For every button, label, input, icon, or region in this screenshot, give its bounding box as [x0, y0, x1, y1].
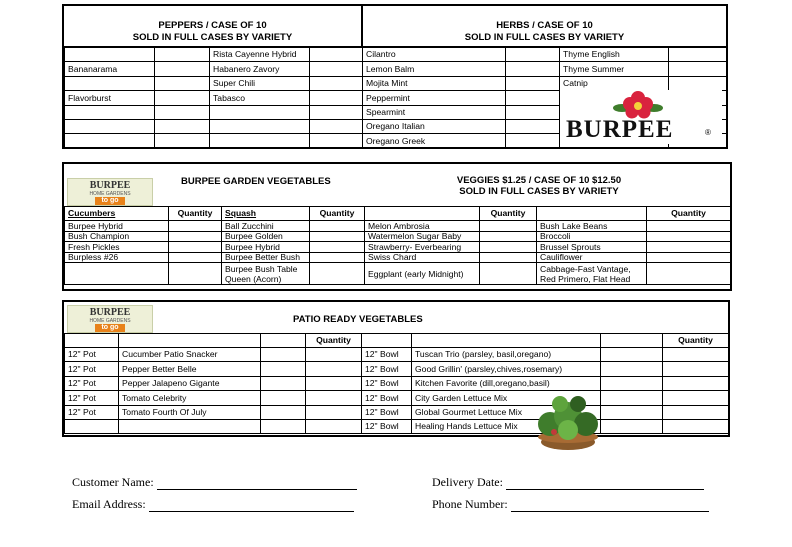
herbs-cell: Oregano Greek — [363, 134, 506, 148]
patio-cell: City Garden Lettuce Mix — [412, 391, 601, 405]
patio-title: PATIO READY VEGETABLES — [293, 314, 423, 325]
garden-category-header — [365, 207, 480, 221]
garden-cell — [310, 231, 365, 242]
garden-category-header: Cucumbers — [65, 207, 169, 221]
peppers-title-cell — [64, 6, 363, 48]
patio-cell: 12" Pot — [65, 348, 119, 362]
patio-cell — [663, 419, 729, 433]
garden-cell: Burpless #26 — [65, 252, 169, 263]
patio-header — [64, 302, 728, 334]
garden-cell — [647, 263, 731, 285]
garden-cell — [310, 242, 365, 253]
patio-row — [65, 376, 729, 390]
herbs-cell — [506, 76, 560, 90]
patio-cell: 12" Bowl — [362, 405, 412, 419]
garden-cell: Burpee Bush Table Queen (Acorn) — [222, 263, 310, 285]
patio-cell — [261, 419, 306, 433]
peppers-cell — [210, 119, 310, 133]
patio-cell — [261, 362, 306, 376]
email-address-line[interactable] — [149, 499, 354, 512]
peppers-cell — [155, 91, 210, 105]
burpee-to-go-logo — [67, 178, 153, 206]
peppers-cell — [65, 134, 155, 148]
peppers-cell — [310, 76, 363, 90]
garden-sold-by: SOLD IN FULL CASES BY VARIETY — [459, 186, 619, 197]
herbs-cell: Lemon Balm — [363, 62, 506, 76]
peppers-cell — [155, 134, 210, 148]
patio-cell — [261, 405, 306, 419]
garden-cell — [480, 252, 537, 263]
delivery-date-field[interactable] — [432, 475, 704, 490]
garden-cell — [65, 263, 169, 285]
peppers-cell — [155, 119, 210, 133]
garden-cell — [169, 231, 222, 242]
peppers-cell: Bananarama — [65, 62, 155, 76]
herbs-cell: Oregano Italian — [363, 119, 506, 133]
patio-logo-text: BURPEE — [89, 307, 131, 318]
garden-cell: Brussel Sprouts — [537, 242, 647, 253]
burpee-to-go-logo-patio — [67, 305, 153, 333]
garden-cell: Burpee Golden — [222, 231, 310, 242]
peppers-cell: Super Chili — [210, 76, 310, 90]
patio-cell — [663, 362, 729, 376]
patio-logo-badge: to go — [95, 324, 125, 332]
garden-cell — [647, 252, 731, 263]
phone-number-label: Phone Number: — [432, 497, 508, 511]
garden-cell — [480, 242, 537, 253]
peppers-row — [65, 76, 363, 90]
patio-cell: Tomato Fourth Of July — [119, 405, 261, 419]
peppers-cell — [310, 134, 363, 148]
email-address-label: Email Address: — [72, 497, 146, 511]
customer-name-field[interactable] — [72, 475, 357, 490]
patio-row — [65, 405, 729, 419]
peppers-cell — [210, 134, 310, 148]
patio-cell: Healing Hands Lettuce Mix — [412, 419, 601, 433]
patio-cell — [663, 391, 729, 405]
garden-cell: Eggplant (early Midnight) — [365, 263, 480, 285]
garden-cell: Bush Champion — [65, 231, 169, 242]
garden-row — [65, 242, 731, 253]
garden-cell: Cabbage-Fast Vantage, Red Primero, Flat Head — [537, 263, 647, 285]
garden-cell — [647, 221, 731, 232]
patio-qty-header-2: Quantity — [663, 334, 729, 348]
patio-cell — [306, 362, 362, 376]
burpee-logo — [560, 90, 722, 144]
delivery-date-line[interactable] — [506, 477, 704, 490]
garden-cell: Ball Zucchini — [222, 221, 310, 232]
herbs-row — [363, 76, 727, 90]
peppers-cell — [210, 105, 310, 119]
patio-cell — [663, 376, 729, 390]
patio-cell: 12" Bowl — [362, 391, 412, 405]
garden-cell: Burpee Better Bush — [222, 252, 310, 263]
garden-cell — [169, 221, 222, 232]
patio-cell: 12" Pot — [65, 362, 119, 376]
garden-quantity-header: Quantity — [310, 207, 365, 221]
garden-category-header: Squash — [222, 207, 310, 221]
patio-logo-sub: HOME GARDENS — [89, 318, 131, 324]
peppers-cell — [310, 62, 363, 76]
peppers-herbs-section — [62, 4, 728, 149]
herbs-cell: Cilantro — [363, 48, 506, 62]
patio-cell: 12" Bowl — [362, 362, 412, 376]
herbs-title-cell — [363, 6, 726, 48]
registered-mark: ® — [705, 128, 711, 137]
garden-cell — [647, 242, 731, 253]
garden-table — [64, 206, 731, 285]
peppers-cell: Flavorburst — [65, 91, 155, 105]
garden-cell — [310, 263, 365, 285]
patio-cell: Kitchen Favorite (dill,oregano,basil) — [412, 376, 601, 390]
garden-quantity-header: Quantity — [169, 207, 222, 221]
herbs-subtitle: SOLD IN FULL CASES BY VARIETY — [464, 32, 625, 43]
patio-cell: Tomato Celebrity — [119, 391, 261, 405]
peppers-cell — [65, 105, 155, 119]
patio-row — [65, 348, 729, 362]
herbs-cell — [506, 134, 560, 148]
herbs-cell — [506, 91, 560, 105]
patio-cell: Cucumber Patio Snacker — [119, 348, 261, 362]
garden-cell: Fresh Pickles — [65, 242, 169, 253]
small-logo-text: BURPEE — [89, 180, 131, 191]
garden-cell: Swiss Chard — [365, 252, 480, 263]
garden-quantity-header: Quantity — [647, 207, 731, 221]
patio-cell — [601, 362, 663, 376]
patio-cell: Tuscan Trio (parsley, basil,oregano) — [412, 348, 601, 362]
herbs-row — [363, 62, 727, 76]
patio-cell: 12" Bowl — [362, 419, 412, 433]
patio-row — [65, 391, 729, 405]
herbs-cell — [506, 105, 560, 119]
peppers-row — [65, 62, 363, 76]
peppers-cell — [155, 62, 210, 76]
peppers-cell — [310, 91, 363, 105]
patio-cell — [663, 405, 729, 419]
garden-price: VEGGIES $1.25 / CASE OF 10 $12.50 — [456, 175, 622, 186]
email-address-field[interactable] — [72, 497, 354, 512]
garden-cell: Melon Ambrosia — [365, 221, 480, 232]
peppers-cell — [310, 105, 363, 119]
peppers-cell: Tabasco — [210, 91, 310, 105]
burpee-logo-text: BURPEE — [566, 116, 674, 143]
patio-cell: 12" Pot — [65, 391, 119, 405]
garden-row — [65, 231, 731, 242]
patio-cell: 12" Pot — [65, 376, 119, 390]
garden-category-header — [537, 207, 647, 221]
peppers-row — [65, 91, 363, 105]
patio-cell — [261, 391, 306, 405]
garden-cell: Burpee Hybrid — [65, 221, 169, 232]
patio-cell: 12" Pot — [65, 405, 119, 419]
garden-vegetables-section — [62, 162, 732, 291]
garden-cell: Bush Lake Beans — [537, 221, 647, 232]
garden-row — [65, 263, 731, 285]
patio-cell: Good Grillin' (parsley,chives,rosemary) — [412, 362, 601, 376]
herb-bowl-image — [532, 390, 604, 452]
herbs-title: HERBS / CASE OF 10 — [496, 20, 593, 31]
patio-cell — [261, 376, 306, 390]
herbs-row — [363, 48, 727, 62]
garden-cell: Burpee Hybrid — [222, 242, 310, 253]
garden-cell — [310, 252, 365, 263]
garden-cell: Cauliflower — [537, 252, 647, 263]
peppers-cell — [155, 48, 210, 62]
peppers-row — [65, 134, 363, 148]
garden-quantity-header: Quantity — [480, 207, 537, 221]
patio-cell — [65, 419, 119, 433]
garden-cell — [480, 263, 537, 285]
patio-cell — [601, 419, 663, 433]
customer-name-label: Customer Name: — [72, 475, 154, 489]
garden-header — [64, 164, 730, 207]
herbs-cell: Catnip — [560, 76, 669, 90]
patio-cell — [261, 348, 306, 362]
peppers-cell — [65, 76, 155, 90]
peppers-subtitle: SOLD IN FULL CASES BY VARIETY — [132, 32, 293, 43]
garden-cell — [169, 242, 222, 253]
herbs-cell — [506, 62, 560, 76]
herbs-cell — [506, 119, 560, 133]
patio-table — [64, 333, 729, 434]
garden-cell: Watermelon Sugar Baby — [365, 231, 480, 242]
patio-cell — [601, 376, 663, 390]
patio-cell — [306, 348, 362, 362]
herbs-cell — [669, 76, 727, 90]
patio-cell: 12" Bowl — [362, 348, 412, 362]
garden-cell — [480, 221, 537, 232]
garden-title: BURPEE GARDEN VEGETABLES — [181, 176, 331, 187]
small-logo-sub: HOME GARDENS — [89, 191, 131, 197]
patio-qty-header-1: Quantity — [306, 334, 362, 348]
garden-cell — [169, 263, 222, 285]
garden-cell — [480, 231, 537, 242]
garden-cell: Broccoli — [537, 231, 647, 242]
peppers-cell: Rista Cayenne Hybrid — [210, 48, 310, 62]
peppers-row — [65, 105, 363, 119]
small-logo-badge: to go — [95, 197, 125, 205]
patio-cell — [306, 405, 362, 419]
herbs-cell: Mojita Mint — [363, 76, 506, 90]
customer-name-line[interactable] — [157, 477, 357, 490]
delivery-date-label: Delivery Date: — [432, 475, 503, 489]
patio-cell: Pepper Jalapeno Gigante — [119, 376, 261, 390]
phone-number-field[interactable] — [432, 497, 709, 512]
patio-cell — [601, 391, 663, 405]
herbs-cell: Peppermint — [363, 91, 506, 105]
garden-cell — [310, 221, 365, 232]
patio-cell: Pepper Better Belle — [119, 362, 261, 376]
peppers-cell — [155, 105, 210, 119]
patio-row — [65, 362, 729, 376]
herbs-cell: Thyme English — [560, 48, 669, 62]
patio-cell — [601, 405, 663, 419]
peppers-cell — [310, 119, 363, 133]
patio-cell — [306, 391, 362, 405]
herbs-cell: Thyme Summer — [560, 62, 669, 76]
herbs-cell — [669, 62, 727, 76]
patio-cell: 12" Bowl — [362, 376, 412, 390]
peppers-cell — [310, 48, 363, 62]
patio-cell — [306, 376, 362, 390]
herbs-cell — [506, 48, 560, 62]
patio-vegetables-section — [62, 300, 730, 437]
peppers-table — [64, 47, 363, 149]
peppers-cell — [155, 76, 210, 90]
patio-cell — [119, 419, 261, 433]
garden-cell: Strawberry- Everbearing — [365, 242, 480, 253]
phone-number-line[interactable] — [511, 499, 709, 512]
garden-row — [65, 221, 731, 232]
patio-cell — [601, 348, 663, 362]
patio-row — [65, 419, 729, 433]
herbs-cell: Spearmint — [363, 105, 506, 119]
peppers-title: PEPPERS / CASE OF 10 — [158, 20, 267, 31]
garden-cell — [169, 252, 222, 263]
herbs-cell — [669, 48, 727, 62]
garden-cell — [647, 231, 731, 242]
patio-cell — [306, 419, 362, 433]
peppers-cell — [65, 119, 155, 133]
peppers-cell: Habanero Zavory — [210, 62, 310, 76]
patio-cell — [663, 348, 729, 362]
peppers-row — [65, 119, 363, 133]
garden-row — [65, 252, 731, 263]
patio-cell: Global Gourmet Lettuce Mix — [412, 405, 601, 419]
peppers-cell — [65, 48, 155, 62]
peppers-row — [65, 48, 363, 62]
